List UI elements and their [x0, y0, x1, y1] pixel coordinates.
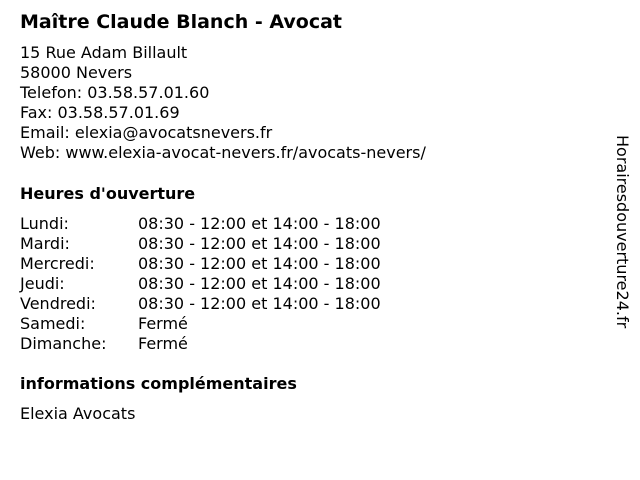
fax-number: Fax: 03.58.57.01.69 [20, 103, 180, 122]
page-title: Maître Claude Blanch - Avocat [20, 11, 342, 33]
hours-value: 08:30 - 12:00 et 14:00 - 18:00 [138, 274, 381, 293]
address-city: 58000 Nevers [20, 63, 133, 82]
hours-value: 08:30 - 12:00 et 14:00 - 18:00 [138, 234, 381, 253]
hours-value: 08:30 - 12:00 et 14:00 - 18:00 [138, 294, 381, 313]
website-url: Web: www.elexia-avocat-nevers.fr/avocats-nevers/ [20, 143, 426, 162]
day-label: Jeudi: [20, 274, 65, 293]
email-address: Email: elexia@avocatsnevers.fr [20, 123, 273, 142]
hours-value: 08:30 - 12:00 et 14:00 - 18:00 [138, 214, 381, 233]
day-label: Samedi: [20, 314, 86, 333]
day-label: Dimanche: [20, 334, 107, 353]
hours-value: Fermé [138, 334, 188, 353]
day-label: Lundi: [20, 214, 69, 233]
contact-block [20, 43, 426, 163]
day-label: Mardi: [20, 234, 70, 253]
day-label: Mercredi: [20, 254, 95, 273]
site-watermark: Horairesdouverture24.fr [613, 135, 632, 329]
opening-hours-heading: Heures d'ouverture [20, 184, 196, 203]
additional-info-text: Elexia Avocats [20, 404, 136, 423]
hours-value: 08:30 - 12:00 et 14:00 - 18:00 [138, 254, 381, 273]
hours-value: Fermé [138, 314, 188, 333]
additional-info-heading: informations complémentaires [20, 374, 297, 393]
address-street: 15 Rue Adam Billault [20, 43, 188, 62]
day-label: Vendredi: [20, 294, 96, 313]
phone-number: Telefon: 03.58.57.01.60 [20, 83, 210, 102]
